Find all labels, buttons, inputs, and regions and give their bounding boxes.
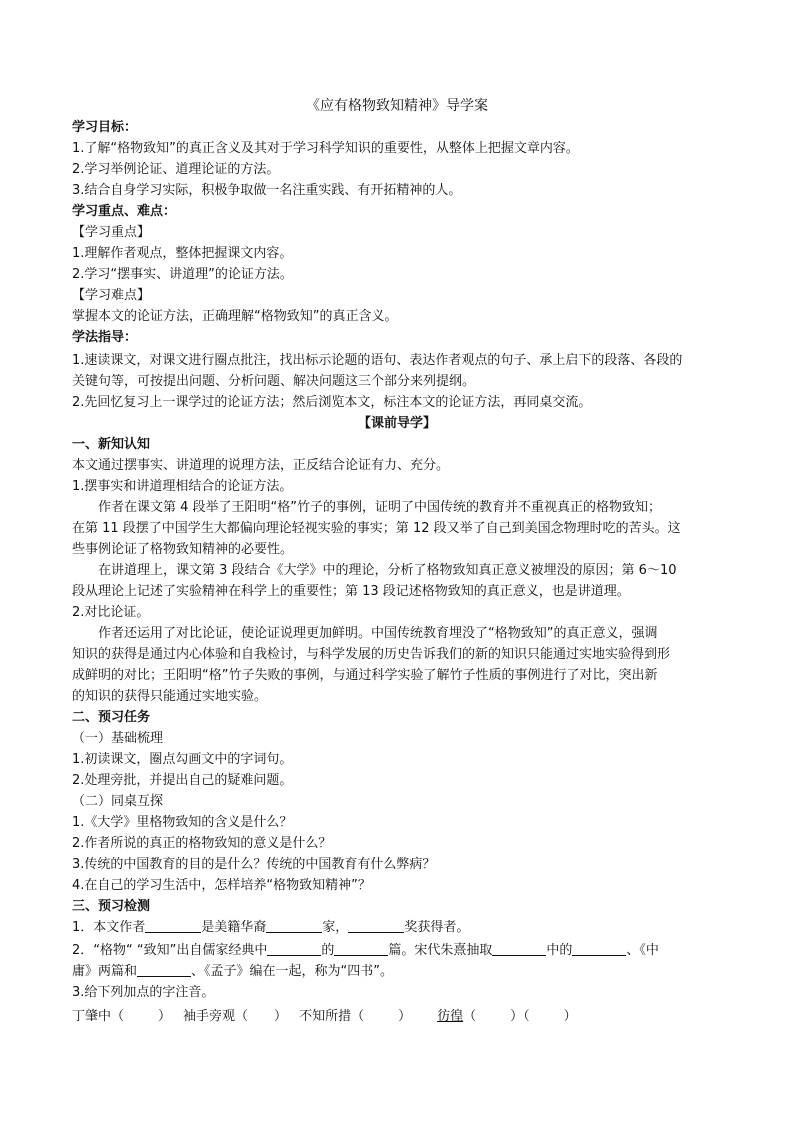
q1-text: 家， [322, 920, 349, 935]
pinyin-word: 不知所措（ [299, 1009, 365, 1024]
question-item: 1.《大学》里格物致知的含义是什么？ [72, 815, 293, 830]
q1-text: 1．本文作者 [72, 920, 146, 935]
test-question-2-cont [72, 961, 722, 982]
methods-heading: 学法指导： [72, 330, 138, 345]
q2-text: 、《中 [626, 943, 659, 958]
answer-blank[interactable] [334, 941, 388, 956]
section1-sub2: 2.对比论证。 [72, 605, 150, 620]
task-item: 1.初读课文，圈点勾画文中的字词句。 [72, 752, 293, 767]
difficulty-label: 【学习难点】 [72, 288, 151, 303]
pinyin-word: 丁肇中（ [72, 1009, 125, 1024]
q1-text: 奖获得者。 [404, 920, 470, 935]
section1-sub1: 1.摆事实和讲道理相结合的论证方法。 [72, 479, 293, 494]
paragraph-line: 些事例论证了格物致知精神的必要性。 [72, 542, 294, 557]
pinyin-word: ） [563, 1009, 577, 1024]
q2-text: 的 [321, 943, 335, 958]
q2-text: 2．“格物“ “致知”出自儒家经典中 [72, 943, 268, 958]
answer-blank[interactable] [137, 962, 191, 977]
pinyin-word: （ [463, 1009, 477, 1024]
pinyin-word: 彷徨 [437, 1009, 464, 1024]
method-line: 1.速读课文，对课文进行圈点批注，找出标示论题的语句、表达作者观点的句子、承上启下的段落、各段的 [72, 353, 683, 368]
basic-review-label: （一）基础梳理 [72, 731, 164, 746]
paragraph-line: 作者还运用了对比论证，使论证说理更加鲜明。中国传统教育埋没了“格物致知”的真正意义，强调 [98, 626, 658, 641]
paragraph-line: 在讲道理上，课文第 3 段结合《大学》中的理论，分析了格物致知真正意义被埋没的原因；第 6～10 [98, 563, 677, 578]
task-item: 2.处理旁批，并提出自己的疑难问题。 [72, 773, 293, 788]
paragraph-line: 的知识的获得只能通过实地实验。 [72, 689, 268, 704]
key-points-label: 【学习重点】 [72, 225, 151, 240]
paragraph-line: 作者在课文第 4 段举了王阳明“格”竹子的事例，证明了中国传统的教育并不重视真正的格物致知； [98, 500, 662, 515]
pinyin-items [72, 1006, 722, 1027]
test-question-2 [72, 940, 722, 961]
difficulty-text: 掌握本文的论证方法，正确理解“格物致知”的真正含义。 [72, 309, 398, 324]
peer-discussion-label: （二）同桌互探 [72, 794, 164, 809]
paragraph-line: 成鲜明的对比；王阳明“格”竹子失败的事例，与通过科学实验了解竹子性质的事例进行了对比，突出新 [72, 668, 658, 683]
answer-blank[interactable] [145, 918, 201, 933]
q2-text: 庸》两篇和 [72, 964, 138, 979]
q2-text: 篇。宋代朱熹抽取 [388, 943, 493, 958]
pinyin-word: ）（ [510, 1009, 530, 1024]
section3-heading: 三、预习检测 [72, 899, 151, 914]
objective-item: 1.了解“格物致知”的真正含义及其对于学习科学知识的重要性，从整体上把握文章内容。 [72, 141, 579, 156]
answer-blank[interactable] [572, 941, 626, 956]
answer-blank[interactable] [267, 941, 321, 956]
test-question-1 [72, 917, 722, 938]
question-item: 2.作者所说的真正的格物致知的意义是什么？ [72, 836, 332, 851]
pinyin-word: ） [158, 1009, 172, 1024]
document-title: 《应有格物致知精神》导学案 [306, 98, 488, 114]
answer-blank[interactable] [266, 918, 322, 933]
objective-item: 3.结合自身学习实际，积极争取做一名注重实践、有开拓精神的人。 [72, 183, 462, 198]
objectives-heading: 学习目标： [72, 120, 138, 135]
section1-heading: 一、新知认知 [72, 437, 151, 452]
q1-text: 是美籍华裔 [201, 920, 267, 935]
pinyin-word: 袖手旁观（ [183, 1009, 249, 1024]
document-page [72, 96, 722, 1027]
key-point-item: 2.学习“摆事实、讲道理”的论证方法。 [72, 267, 293, 282]
question-item: 4.在自己的学习生活中，怎样培养“格物致知精神”？ [72, 878, 371, 893]
answer-blank[interactable] [348, 918, 404, 933]
objective-item: 2.学习举例论证、道理论证的方法。 [72, 162, 280, 177]
q2-text: 、《孟子》编在一起，称为“四书”。 [191, 964, 393, 979]
q2-text: 中的 [546, 943, 573, 958]
method-line: 2.先回忆复习上一课学过的论证方法；然后浏览本文，标注本文的论证方法，再同桌交流。 [72, 395, 592, 410]
question-item: 3.传统的中国教育的目的是什么？传统的中国教育有什么弊病？ [72, 857, 436, 872]
section2-heading: 二、预习任务 [72, 710, 151, 725]
paragraph-line: 段从理论上记述了实验精神在科学上的重要性；第 13 段记述格物致知的真正意义，也是讲道理。 [72, 584, 630, 599]
focus-heading: 学习重点、难点： [72, 204, 177, 219]
test-question-3: 3.给下列加点的字注音。 [72, 985, 215, 1000]
method-line: 关键句等，可按提出问题、分析问题、解决问题这三个部分来列提纲。 [72, 374, 476, 389]
pinyin-word: ） [398, 1009, 412, 1024]
preview-section-title: 【课前导学】 [357, 416, 436, 431]
paragraph-line: 在第 11 段摆了中国学生大都偏向理论轻视实验的事实；第 12 段又举了自己到美国念物理时吃的苦头。这 [72, 521, 681, 536]
paragraph-line: 知识的获得是通过内心体验和自我检讨，与科学发展的历史告诉我们的新的知识只能通过实地实验得到形 [72, 647, 671, 662]
pinyin-word: ） [274, 1009, 288, 1024]
section1-intro: 本文通过摆事实、讲道理的说理方法，正反结合论证有力、充分。 [72, 458, 450, 473]
answer-blank[interactable] [492, 941, 546, 956]
key-point-item: 1.理解作者观点，整体把握课文内容。 [72, 246, 293, 261]
